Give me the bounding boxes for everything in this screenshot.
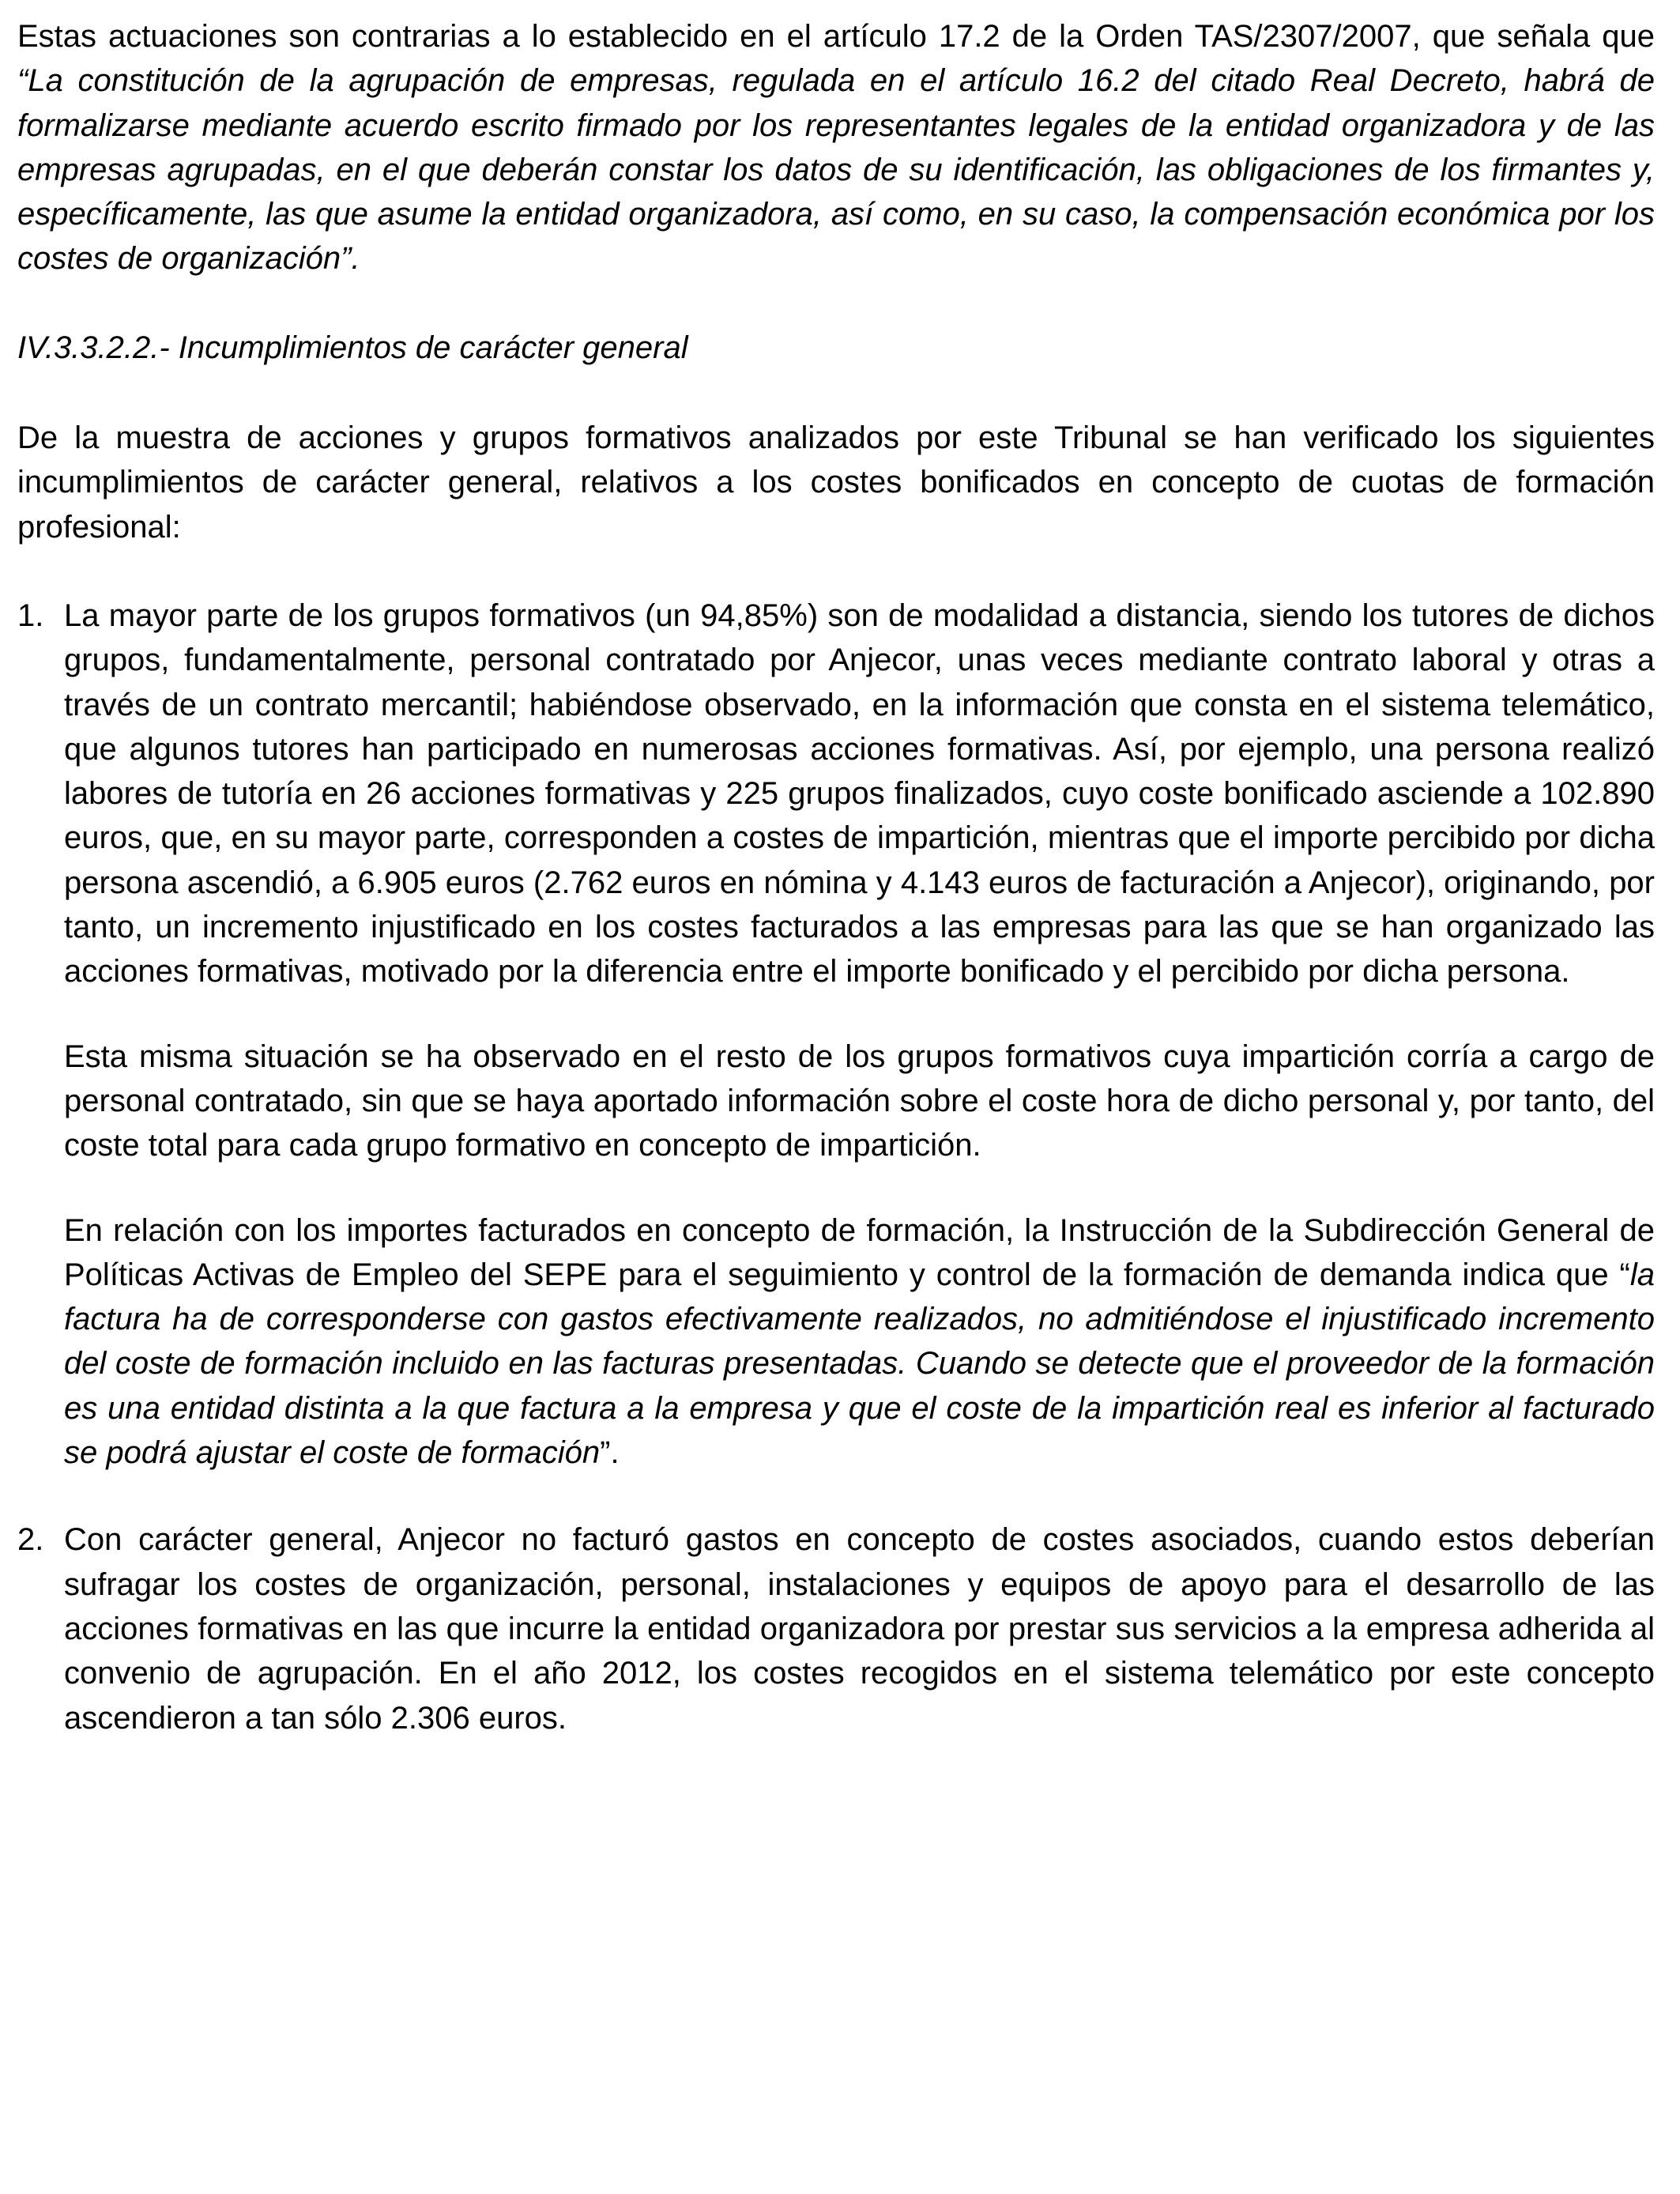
- paragraph-3-text: En relación con los importes facturados en concepto de formación, la Instrucción de la Subdirección General de Políticas Activas de Empleo del SEPE para el seguimiento y control de la formación de demanda indica que “: [64, 1212, 1655, 1292]
- intro-quote: “La constitución de la agrupación de empresas, regulada en el artículo 16.2 del citado Real Decreto, habrá de formalizarse mediante acuerdo escrito firmado por los representantes legales de la entidad organizadora y de las empresas agrupadas, en el que deberán constar los datos de su identificación, las obligaciones de los firmantes y, específicamente, las que asume la entidad organizadora, así como, en su caso, la compensación económica por los costes de organización”.: [17, 63, 1655, 277]
- list-item-1-paragraph-2: Esta misma situación se ha observado en el resto de los grupos formativos cuya impartición corría a cargo de personal contratado, sin que se haya aportado información sobre el coste hora de dicho personal y, por tanto, del coste total para cada grupo formativo en concepto de impartición.: [64, 1039, 1655, 1163]
- lead-paragraph: De la muestra de acciones y grupos formativos analizados por este Tribunal se han verificado los siguientes incumplimientos de carácter general, relativos a los costes bonificados en concepto de cuotas de formación profesional:: [17, 420, 1655, 545]
- intro-text: Estas actuaciones son contrarias a lo establecido en el artículo 17.2 de la Orden TAS/2307/2007, que señala que: [17, 19, 1655, 54]
- list-item-1: [17, 594, 1655, 1475]
- document-page: [17, 14, 1655, 1740]
- paragraph-3-closing: ”.: [600, 1435, 620, 1471]
- section-heading: [17, 326, 1655, 370]
- list-item-1-paragraph-1: La mayor parte de los grupos formativos (un 94,85%) son de modalidad a distancia, siendo los tutores de dichos grupos, fundamentalmente, personal contratado por Anjecor, unas veces mediante contrato laboral y otras a través de un contrato mercantil; habiéndose observado, en la información que consta en el sistema telemático, que algunos tutores han participado en numerosas acciones formativas. Así, por ejemplo, una persona realizó labores de tutoría en 26 acciones formativas y 225 grupos finalizados, cuyo coste bonificado asciende a 102.890 euros, que, en su mayor parte, corresponden a costes de impartición, mientras que el importe percibido por dicha persona ascendió, a 6.905 euros (2.762 euros en nómina y 4.143 euros de facturación a Anjecor), originando, por tanto, un incremento injustificado en los costes facturados a las empresas para las que se han organizado las acciones formativas, motivado por la diferencia entre el importe bonificado y el percibido por dicha persona.: [64, 598, 1655, 990]
- list-item-1-paragraph-3: [64, 1208, 1655, 1476]
- list-item-2-paragraph-1: Con carácter general, Anjecor no facturó gastos en concepto de costes asociados, cuando estos deberían sufragar los costes de organización, personal, instalaciones y equipos de apoyo para el desarrollo de las acciones formativas en las que incurre la entidad organizadora por prestar sus servicios a la empresa adherida al convenio de agrupación. En el año 2012, los costes recogidos en el sistema telemático por este concepto ascendieron a tan sólo 2.306 euros.: [64, 1522, 1655, 1736]
- paragraph-3-quote: la factura ha de corresponderse con gastos efectivamente realizados, no admitiéndose el injustificado incremento del coste de formación incluido en las facturas presentadas. Cuando se detecte que el proveedor de la formación es una entidad distinta a la que factura a la empresa y que el coste de la impartición real es inferior al facturado se podrá ajustar el coste de formación: [64, 1257, 1655, 1471]
- section-heading-text: IV.3.3.2.2.- Incumplimientos de carácter general: [17, 330, 688, 365]
- list-item-number: 2.: [17, 1522, 44, 1558]
- intro-paragraph: [17, 14, 1655, 281]
- list-item-number: 1.: [17, 598, 44, 633]
- list-item-2: [17, 1517, 1655, 1740]
